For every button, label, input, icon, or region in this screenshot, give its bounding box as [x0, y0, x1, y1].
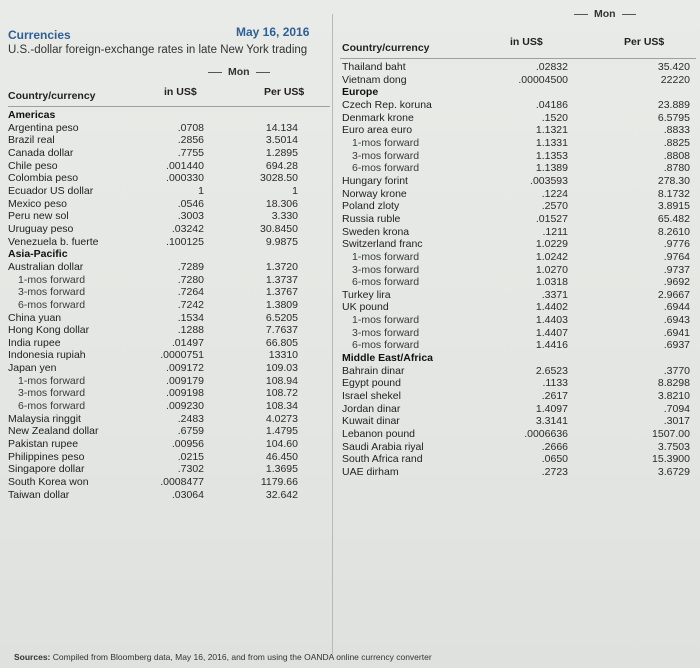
- rate-in-usd: .0215: [177, 450, 204, 463]
- left-column: [6, 14, 332, 654]
- rate-per-usd: 278.30: [657, 174, 690, 187]
- source-text: Compiled from Bloomberg data, May 16, 2016, and from using the OANDA online currency converter: [52, 652, 432, 662]
- rate-per-usd: 9.9875: [265, 235, 298, 248]
- table-row: [8, 413, 298, 426]
- rate-per-usd: 22220: [660, 73, 690, 86]
- day-header-left: [202, 66, 276, 78]
- table-row: [342, 238, 690, 251]
- rate-per-usd: 15.3900: [652, 453, 690, 466]
- rate-per-usd: 8.8298: [657, 377, 690, 390]
- table-row: [8, 312, 298, 325]
- currency-name: Pakistan rupee: [8, 438, 79, 451]
- currency-name: Thailand baht: [342, 61, 406, 73]
- rate-per-usd: 1.3720: [265, 260, 298, 273]
- rate-in-usd: 3.3141: [535, 415, 568, 428]
- section-row: [8, 248, 298, 261]
- rate-in-usd: .1520: [541, 111, 568, 124]
- rate-in-usd: .7242: [177, 298, 204, 311]
- rate-per-usd: .6941: [663, 326, 690, 339]
- table-row: [342, 188, 690, 201]
- rate-per-usd: 30.8450: [260, 222, 298, 235]
- table-row: [342, 175, 690, 188]
- rate-per-usd: 23.889: [657, 98, 690, 111]
- rate-in-usd: .01527: [535, 212, 568, 225]
- section-row: [8, 109, 298, 122]
- currency-name: Hungary forint: [342, 174, 408, 187]
- table-row: [342, 264, 690, 277]
- currency-name: Bahrain dinar: [342, 364, 405, 377]
- rate-per-usd: 3.5014: [265, 134, 298, 147]
- currency-name: 1-mos forward: [352, 136, 420, 149]
- rate-per-usd: .6944: [663, 301, 690, 314]
- table-row: [8, 236, 298, 249]
- currency-name: Philippines peso: [8, 450, 85, 463]
- rate-in-usd: .001440: [166, 159, 204, 172]
- currency-name: Poland zloty: [342, 200, 400, 213]
- table-row: [342, 327, 690, 340]
- table-row: [8, 337, 298, 350]
- table-row: [342, 124, 690, 137]
- rate-per-usd: 4.0273: [265, 412, 298, 425]
- table-row: [8, 438, 298, 451]
- header-rule: [8, 106, 330, 107]
- rate-per-usd: 1.3695: [265, 463, 298, 476]
- table-subtitle: U.S.-dollar foreign-exchange rates in late New York trading: [8, 44, 308, 56]
- rate-in-usd: .2856: [177, 134, 204, 147]
- source-note: [14, 652, 432, 662]
- rate-per-usd: .8780: [663, 162, 690, 175]
- rate-in-usd: .0008477: [160, 476, 204, 489]
- table-row: [8, 198, 298, 211]
- table-row: [8, 172, 298, 185]
- rate-in-usd: .000330: [166, 172, 204, 185]
- rate-in-usd: [148, 248, 204, 261]
- day-label: Mon: [594, 8, 616, 20]
- rate-in-usd: .7289: [177, 260, 204, 273]
- table-row: [8, 463, 298, 476]
- table-title: Currencies: [8, 28, 71, 42]
- rate-per-usd: 1.3737: [265, 273, 298, 286]
- rates-table-left: [8, 109, 298, 501]
- rate-per-usd: 13310: [268, 349, 298, 362]
- rate-per-usd: 3.330: [271, 210, 298, 223]
- currency-name: South Korea won: [8, 476, 89, 489]
- currency-name: Venezuela b. fuerte: [8, 235, 99, 248]
- rate-in-usd: .1211: [542, 225, 568, 238]
- rate-in-usd: 1: [198, 184, 204, 197]
- rate-per-usd: 104.60: [265, 438, 298, 451]
- table-row: [8, 362, 298, 375]
- rate-per-usd: .3017: [663, 415, 690, 428]
- table-row: [8, 299, 298, 312]
- table-row: [8, 400, 298, 413]
- currency-name: Czech Rep. koruna: [342, 98, 432, 111]
- rate-per-usd: 1.3767: [265, 286, 298, 299]
- rate-per-usd: 66.805: [265, 336, 298, 349]
- region-heading: Europe: [342, 86, 379, 99]
- table-row: [8, 375, 298, 388]
- rate-per-usd: .3770: [663, 364, 690, 377]
- rate-in-usd: 1.4407: [535, 326, 568, 339]
- col-header-in-usd: in US$: [164, 86, 197, 98]
- rate-per-usd: 14.134: [265, 121, 298, 134]
- col-header-per-usd: Per US$: [264, 86, 305, 98]
- rate-in-usd: .01497: [171, 336, 204, 349]
- dash-rule: [622, 14, 636, 15]
- dash-rule: [208, 72, 222, 73]
- currency-name: Mexico peso: [8, 197, 67, 210]
- rate-in-usd: .2666: [541, 440, 568, 453]
- currency-name: Malaysia ringgit: [8, 412, 81, 425]
- currency-name: Brazil real: [8, 134, 55, 147]
- rate-per-usd: 46.450: [265, 450, 298, 463]
- table-row: [8, 274, 298, 287]
- table-row: [342, 390, 690, 403]
- currency-name: 1-mos forward: [18, 273, 86, 286]
- rate-per-usd: .9764: [663, 250, 690, 263]
- rate-in-usd: .1133: [542, 377, 568, 390]
- table-row: [8, 476, 298, 489]
- table-row: [8, 210, 298, 223]
- currency-name: 3-mos forward: [352, 149, 420, 162]
- currency-name: 1-mos forward: [352, 314, 420, 327]
- currency-name: South Africa rand: [342, 453, 423, 466]
- rate-per-usd: [568, 352, 690, 365]
- rate-in-usd: [492, 352, 568, 365]
- table-row: [342, 314, 690, 327]
- rate-in-usd: .2570: [541, 200, 568, 213]
- table-row: [342, 99, 690, 112]
- currency-name: Chile peso: [8, 159, 58, 172]
- table-row: [342, 453, 690, 466]
- currency-name: Vietnam dong: [342, 73, 407, 86]
- rate-in-usd: 1.1331: [535, 136, 568, 149]
- table-row: [8, 324, 298, 337]
- currency-name: Euro area euro: [342, 124, 413, 137]
- rate-in-usd: .0650: [541, 453, 568, 466]
- rate-per-usd: .6943: [663, 314, 690, 327]
- rate-in-usd: .7280: [177, 273, 204, 286]
- table-row: [342, 428, 690, 441]
- rate-in-usd: .2617: [541, 390, 568, 403]
- rate-in-usd: .7302: [177, 463, 204, 476]
- rate-per-usd: .9776: [663, 238, 690, 251]
- rates-table-right: [342, 61, 690, 479]
- table-row: [8, 451, 298, 464]
- rate-per-usd: 2.9667: [657, 288, 690, 301]
- col-header-per-usd: Per US$: [624, 36, 665, 48]
- currency-name: 6-mos forward: [352, 276, 420, 289]
- rate-in-usd: 1.1321: [535, 124, 568, 137]
- rate-per-usd: 8.1732: [657, 187, 690, 200]
- table-row: [342, 403, 690, 416]
- section-row: [342, 352, 690, 365]
- rate-in-usd: .3003: [177, 210, 204, 223]
- table-row: [8, 160, 298, 173]
- currency-name: 6-mos forward: [352, 162, 420, 175]
- rate-in-usd: .00004500: [518, 73, 568, 86]
- rate-per-usd: .6937: [663, 339, 690, 352]
- rate-per-usd: [568, 86, 690, 99]
- currency-name: 3-mos forward: [18, 387, 86, 400]
- col-header-country: Country/currency: [342, 42, 430, 54]
- table-row: [342, 301, 690, 314]
- dash-rule: [256, 72, 270, 73]
- table-date: May 16, 2016: [236, 25, 310, 39]
- currency-name: Ecuador US dollar: [8, 184, 94, 197]
- rate-per-usd: 1.4795: [265, 425, 298, 438]
- currency-name: Australian dollar: [8, 260, 84, 273]
- table-row: [8, 425, 298, 438]
- rate-per-usd: 3.7503: [657, 440, 690, 453]
- rate-in-usd: .7264: [177, 286, 204, 299]
- table-row: [8, 489, 298, 502]
- currency-name: Taiwan dollar: [8, 488, 70, 501]
- table-row: [8, 261, 298, 274]
- currency-name: 6-mos forward: [18, 400, 86, 413]
- rate-in-usd: 1.0318: [535, 276, 568, 289]
- rate-per-usd: .9692: [663, 276, 690, 289]
- rate-in-usd: .1288: [177, 324, 204, 337]
- rate-per-usd: 6.5795: [657, 111, 690, 124]
- currency-name: 1-mos forward: [18, 374, 86, 387]
- rate-per-usd: .8825: [663, 136, 690, 149]
- table-row: [342, 441, 690, 454]
- table-row: [8, 286, 298, 299]
- rate-per-usd: 1507.00: [652, 428, 690, 441]
- rate-in-usd: .2723: [541, 466, 568, 478]
- currency-name: Indonesia rupiah: [8, 349, 86, 362]
- rate-in-usd: .2483: [177, 412, 204, 425]
- rate-per-usd: 32.642: [265, 488, 298, 501]
- rate-in-usd: .03242: [171, 222, 204, 235]
- rate-per-usd: 108.94: [265, 374, 298, 387]
- rate-per-usd: 1.3809: [265, 298, 298, 311]
- table-row: [342, 377, 690, 390]
- rate-in-usd: .7755: [177, 146, 204, 159]
- currency-name: New Zealand dollar: [8, 425, 99, 438]
- rate-in-usd: 2.6523: [535, 364, 568, 377]
- currency-name: Saudi Arabia riyal: [342, 440, 424, 453]
- currency-name: Argentina peso: [8, 121, 79, 134]
- rate-in-usd: 1.4403: [535, 314, 568, 327]
- currency-name: Kuwait dinar: [342, 415, 400, 428]
- rate-in-usd: 1.4402: [535, 301, 568, 314]
- rate-in-usd: 1.1353: [535, 149, 568, 162]
- currency-name: Singapore dollar: [8, 463, 85, 476]
- table-row: [342, 276, 690, 289]
- rate-in-usd: [148, 109, 204, 122]
- region-heading: Asia-Pacific: [8, 248, 68, 261]
- currency-name: 6-mos forward: [352, 339, 420, 352]
- region-heading: Americas: [8, 109, 56, 121]
- rate-in-usd: .009198: [166, 387, 204, 400]
- currency-name: Egypt pound: [342, 377, 401, 390]
- currency-name: Denmark krone: [342, 111, 414, 124]
- currency-name: 6-mos forward: [18, 298, 86, 311]
- currency-name: Uruguay peso: [8, 222, 74, 235]
- rate-in-usd: .6759: [177, 425, 204, 438]
- currency-name: UK pound: [342, 301, 389, 314]
- day-label: Mon: [228, 66, 250, 78]
- rate-in-usd: .003593: [530, 174, 568, 187]
- rate-per-usd: 109.03: [265, 362, 298, 375]
- rate-in-usd: .009179: [166, 374, 204, 387]
- header-rule: [340, 58, 696, 59]
- table-row: [342, 137, 690, 150]
- rate-in-usd: 1.1389: [535, 162, 568, 175]
- table-row: [8, 223, 298, 236]
- table-row: [342, 365, 690, 378]
- rate-per-usd: 65.482: [657, 212, 690, 225]
- currency-name: 3-mos forward: [352, 263, 420, 276]
- currency-name: Japan yen: [8, 362, 57, 375]
- currency-name: China yuan: [8, 311, 62, 324]
- rate-per-usd: 1: [292, 184, 298, 197]
- rate-per-usd: 1179.66: [260, 476, 298, 489]
- currency-name: Canada dollar: [8, 146, 74, 159]
- rate-per-usd: 3.6729: [657, 466, 690, 478]
- currency-name: Hong Kong dollar: [8, 324, 90, 337]
- table-row: [342, 251, 690, 264]
- rate-in-usd: .009230: [166, 400, 204, 413]
- table-row: [8, 122, 298, 135]
- table-row: [342, 226, 690, 239]
- rate-per-usd: 3.8210: [657, 390, 690, 403]
- currency-name: 3-mos forward: [18, 286, 86, 299]
- currency-name: Jordan dinar: [342, 402, 401, 415]
- region-heading: Middle East/Africa: [342, 352, 434, 365]
- rate-in-usd: 1.0270: [535, 263, 568, 276]
- rate-per-usd: 35.420: [657, 61, 690, 73]
- rate-per-usd: 3028.50: [260, 172, 298, 185]
- right-column: [334, 8, 698, 654]
- rate-in-usd: 1.4416: [535, 339, 568, 352]
- currency-name: Switzerland franc: [342, 238, 423, 251]
- rate-in-usd: .009172: [166, 362, 204, 375]
- currency-name: Norway krone: [342, 187, 407, 200]
- table-row: [342, 150, 690, 163]
- col-header-in-usd: in US$: [510, 36, 543, 48]
- currency-name: UAE dirham: [342, 466, 399, 478]
- currency-name: Colombia peso: [8, 172, 79, 185]
- rate-in-usd: .1534: [177, 311, 204, 324]
- rate-per-usd: .8833: [663, 124, 690, 137]
- dash-rule: [574, 14, 588, 15]
- col-header-country: Country/currency: [8, 90, 96, 102]
- table-row: [342, 289, 690, 302]
- rate-in-usd: .0546: [177, 197, 204, 210]
- currency-name: India rupee: [8, 336, 61, 349]
- rate-per-usd: 3.8915: [657, 200, 690, 213]
- day-header-right: [568, 8, 642, 20]
- rate-per-usd: 694.28: [265, 159, 298, 172]
- rate-in-usd: .0708: [177, 121, 204, 134]
- rate-per-usd: 108.72: [265, 387, 298, 400]
- column-divider: [332, 14, 333, 654]
- currency-name: Turkey lira: [342, 288, 391, 301]
- currency-name: Sweden krona: [342, 225, 410, 238]
- rate-in-usd: [492, 86, 568, 99]
- rate-per-usd: 108.34: [265, 400, 298, 413]
- rate-in-usd: .03064: [171, 488, 204, 501]
- rate-in-usd: .00956: [171, 438, 204, 451]
- table-row: [342, 162, 690, 175]
- table-row: [8, 147, 298, 160]
- table-row: [8, 387, 298, 400]
- table-row: [342, 415, 690, 428]
- source-label: Sources:: [14, 652, 51, 662]
- table-row: [342, 61, 690, 74]
- rate-in-usd: .100125: [166, 235, 204, 248]
- rate-in-usd: .1224: [541, 187, 568, 200]
- section-row: [342, 86, 690, 99]
- table-row: [342, 466, 690, 479]
- currency-name: 1-mos forward: [352, 250, 420, 263]
- currency-name: Israel shekel: [342, 390, 401, 403]
- rate-in-usd: 1.0242: [535, 250, 568, 263]
- rate-per-usd: [204, 109, 298, 122]
- rate-per-usd: .7094: [663, 402, 690, 415]
- rate-in-usd: 1.4097: [535, 402, 568, 415]
- rate-per-usd: 7.7637: [265, 324, 298, 337]
- rate-per-usd: .9737: [663, 263, 690, 276]
- table-row: [342, 213, 690, 226]
- table-row: [8, 185, 298, 198]
- rate-per-usd: [204, 248, 298, 261]
- rate-per-usd: 6.5205: [265, 311, 298, 324]
- table-row: [8, 134, 298, 147]
- currency-name: Russia ruble: [342, 212, 401, 225]
- rate-in-usd: .0006636: [524, 428, 568, 441]
- currency-name: Lebanon pound: [342, 428, 415, 441]
- rate-in-usd: .04186: [535, 98, 568, 111]
- rate-in-usd: .3371: [541, 288, 568, 301]
- table-row: [342, 74, 690, 87]
- table-row: [342, 339, 690, 352]
- rate-in-usd: 1.0229: [535, 238, 568, 251]
- rate-per-usd: 8.2610: [657, 225, 690, 238]
- rate-in-usd: .0000751: [160, 349, 204, 362]
- rate-per-usd: 1.2895: [265, 146, 298, 159]
- table-row: [342, 112, 690, 125]
- currency-name: Peru new sol: [8, 210, 69, 223]
- table-row: [8, 349, 298, 362]
- rate-per-usd: .8808: [663, 149, 690, 162]
- table-row: [342, 200, 690, 213]
- currency-name: 3-mos forward: [352, 326, 420, 339]
- rate-in-usd: .02832: [535, 61, 568, 73]
- rate-per-usd: 18.306: [265, 197, 298, 210]
